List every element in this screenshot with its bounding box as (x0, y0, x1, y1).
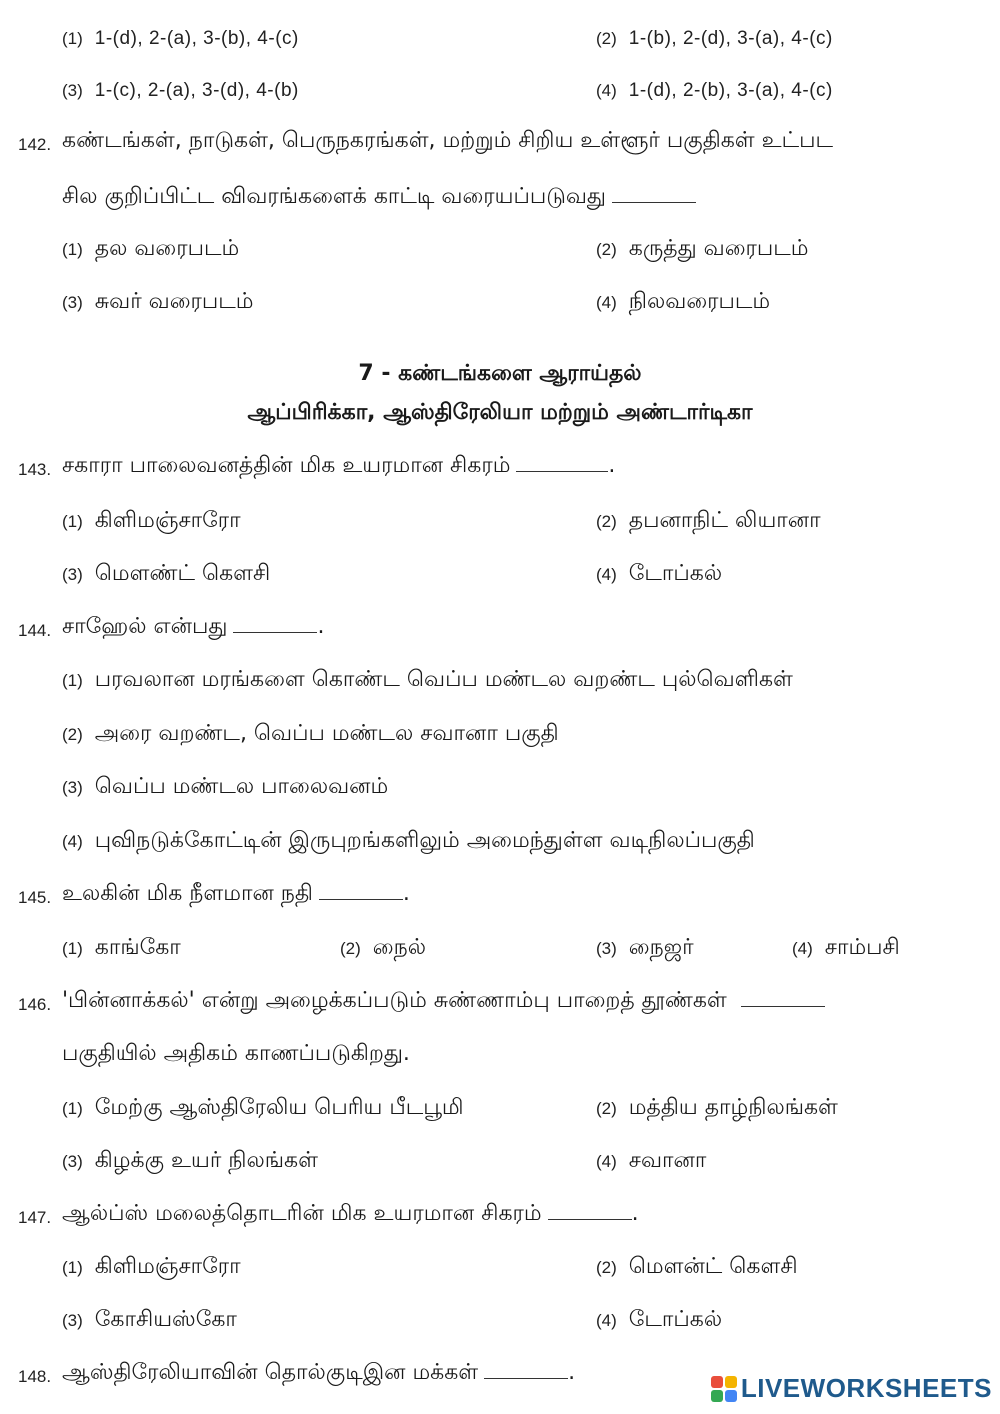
liveworksheets-logo-text: LIVEWORKSHEETS (740, 1373, 992, 1403)
liveworksheets-logo (711, 1373, 992, 1404)
option-number: (1) (62, 671, 83, 690)
option-number: (2) (596, 1258, 617, 1277)
option-number: (4) (596, 293, 617, 312)
top-option-3[interactable] (62, 80, 299, 102)
question-end: . (608, 453, 616, 478)
option-number: (1) (62, 29, 83, 48)
question-end: . (402, 881, 410, 906)
option-text: தபனாநிட் லியானா (628, 508, 821, 533)
question-number: 142. (18, 135, 52, 154)
question-text: 'பின்னாக்கல்' என்று அழைக்கப்படும் சுண்ணாம்பு பாறைத் தூண்கள் (62, 988, 727, 1013)
option-text: டோப்கல் (628, 561, 723, 586)
question-text: ஆஸ்திரேலியாவின் தொல்குடிஇன மக்கள் (62, 1360, 479, 1385)
option-text: சுவர் வரைபடம் (94, 289, 254, 314)
question-line (62, 1360, 575, 1388)
option-number: (2) (596, 29, 617, 48)
option-text: காங்கோ (94, 935, 181, 960)
q143-option-4[interactable] (596, 561, 722, 589)
q144-option-3[interactable] (62, 774, 388, 802)
option-number: (3) (62, 778, 83, 797)
question-line (62, 614, 324, 642)
option-number: (3) (596, 939, 617, 958)
option-number: (3) (62, 293, 83, 312)
question-number: 144. (18, 621, 52, 640)
option-number: (4) (596, 565, 617, 584)
logo-square-red (711, 1376, 723, 1388)
option-text: மௌன்ட் கௌசி (628, 1254, 798, 1279)
option-text: கோசியஸ்கோ (94, 1307, 237, 1332)
q145-option-3[interactable] (596, 935, 694, 963)
answer-blank[interactable] (319, 898, 403, 900)
option-text: தல வரைபடம் (94, 236, 240, 261)
option-text: மேற்கு ஆஸ்திரேலிய பெரிய பீடபூமி (94, 1095, 464, 1120)
q147-option-3[interactable] (62, 1307, 237, 1335)
option-text: கிளிமஞ்சாரோ (94, 508, 241, 533)
q144-option-1[interactable] (62, 667, 793, 695)
option-text: கிளிமஞ்சாரோ (94, 1254, 241, 1279)
question-text: சில குறிப்பிட்ட விவரங்களைக் காட்டி வரையப்படுவது (62, 184, 607, 209)
question-line (62, 453, 615, 481)
option-number: (2) (340, 939, 361, 958)
option-text: 1-(d), 2-(b), 3-(a), 4-(c) (628, 80, 833, 101)
option-number: (2) (596, 512, 617, 531)
option-text: கிழக்கு உயர் நிலங்கள் (94, 1148, 318, 1173)
option-text: கருத்து வரைபடம் (628, 236, 809, 261)
option-number: (3) (62, 1152, 83, 1171)
option-text: டோப்கல் (628, 1307, 723, 1332)
option-number: (1) (62, 939, 83, 958)
option-number: (2) (596, 1099, 617, 1118)
question-number: 145. (18, 888, 52, 907)
answer-blank[interactable] (516, 470, 608, 472)
question-end: . (631, 1201, 639, 1226)
option-number: (4) (792, 939, 813, 958)
option-text: 1-(b), 2-(d), 3-(a), 4-(c) (628, 28, 833, 49)
question-line (62, 1201, 639, 1229)
question-number: 146. (18, 995, 52, 1014)
logo-square-blue (725, 1390, 737, 1402)
question-text: சாஹேல் என்பது (62, 614, 228, 639)
option-text: மத்திய தாழ்நிலங்கள் (628, 1095, 838, 1120)
option-number: (1) (62, 1099, 83, 1118)
option-number: (4) (596, 81, 617, 100)
option-number: (3) (62, 81, 83, 100)
q146-option-1[interactable] (62, 1095, 464, 1123)
question-number: 147. (18, 1208, 52, 1227)
option-number: (3) (62, 1311, 83, 1330)
option-number: (3) (62, 565, 83, 584)
q147-option-4[interactable] (596, 1307, 722, 1335)
question-number: 148. (18, 1367, 52, 1386)
top-option-4[interactable] (596, 80, 833, 102)
option-text: நிலவரைபடம் (628, 289, 771, 314)
option-number: (4) (596, 1311, 617, 1330)
q143-option-3[interactable] (62, 561, 270, 589)
option-number: (1) (62, 1258, 83, 1277)
q142-option-2[interactable] (596, 236, 808, 264)
q146-option-3[interactable] (62, 1148, 318, 1176)
option-text: பரவலான மரங்களை கொண்ட வெப்ப மண்டல வறண்ட புல்வெளிகள் (94, 667, 793, 692)
option-text: சவானா (628, 1148, 707, 1173)
answer-blank[interactable] (233, 631, 317, 633)
question-text-line2: பகுதியில் அதிகம் காணப்படுகிறது. (62, 1041, 410, 1066)
option-text: சாம்பசி (824, 935, 900, 960)
option-text: 1-(c), 2-(a), 3-(d), 4-(b) (94, 80, 299, 101)
question-line (62, 988, 825, 1016)
question-text: சகாரா பாலைவனத்தின் மிக உயரமான சிகரம் (62, 453, 511, 478)
q145-option-4[interactable] (792, 935, 900, 963)
q145-option-2[interactable] (340, 935, 426, 963)
option-text: நைஜர் (628, 935, 694, 960)
q143-option-1[interactable] (62, 508, 241, 536)
top-option-1[interactable] (62, 28, 299, 50)
option-text: அரை வறண்ட, வெப்ப மண்டல சவானா பகுதி (94, 721, 559, 746)
option-number: (2) (62, 725, 83, 744)
answer-blank[interactable] (548, 1218, 632, 1220)
question-end: . (568, 1360, 576, 1385)
answer-blank[interactable] (612, 201, 696, 203)
option-number: (1) (62, 240, 83, 259)
answer-blank[interactable] (741, 1005, 825, 1007)
answer-blank[interactable] (484, 1377, 568, 1379)
option-text: வெப்ப மண்டல பாலைவனம் (94, 774, 389, 799)
question-text: உலகின் மிக நீளமான நதி (62, 881, 313, 906)
q143-option-2[interactable] (596, 508, 821, 536)
q146-option-4[interactable] (596, 1148, 706, 1176)
option-number: (4) (596, 1152, 617, 1171)
question-text: ஆல்ப்ஸ் மலைத்தொடரின் மிக உயரமான சிகரம் (62, 1201, 542, 1226)
question-end: . (317, 614, 325, 639)
liveworksheets-logo-icon (711, 1376, 737, 1402)
q142-option-4[interactable] (596, 289, 770, 317)
option-number: (1) (62, 512, 83, 531)
q147-option-2[interactable] (596, 1254, 798, 1282)
logo-square-green (711, 1390, 723, 1402)
q142-option-1[interactable] (62, 236, 239, 264)
question-text: கண்டங்கள், நாடுகள், பெருநகரங்கள், மற்றும் சிறிய உள்ளூர் பகுதிகள் உட்பட (62, 128, 833, 153)
option-number: (2) (596, 240, 617, 259)
q144-option-2[interactable] (62, 721, 559, 749)
option-text: 1-(d), 2-(a), 3-(b), 4-(c) (94, 28, 299, 49)
q146-option-2[interactable] (596, 1095, 838, 1123)
question-text-line2 (62, 184, 696, 212)
q142-option-3[interactable] (62, 289, 254, 317)
q147-option-1[interactable] (62, 1254, 241, 1282)
option-text: மௌண்ட் கௌசி (94, 561, 271, 586)
top-option-2[interactable] (596, 28, 833, 50)
question-line (62, 881, 410, 909)
question-number: 143. (18, 460, 52, 479)
option-number: (4) (62, 832, 83, 851)
option-text: நைல் (372, 935, 426, 960)
logo-square-yellow (725, 1376, 737, 1388)
q144-option-4[interactable] (62, 828, 755, 856)
chapter-title: 7 - கண்டங்களை ஆராய்தல் (358, 361, 642, 386)
chapter-subtitle: ஆப்பிரிக்கா, ஆஸ்திரேலியா மற்றும் அண்டார்டிகா (247, 400, 753, 425)
option-text: புவிநடுக்கோட்டின் இருபுறங்களிலும் அமைந்துள்ள வடிநிலப்பகுதி (94, 828, 755, 853)
q145-option-1[interactable] (62, 935, 181, 963)
